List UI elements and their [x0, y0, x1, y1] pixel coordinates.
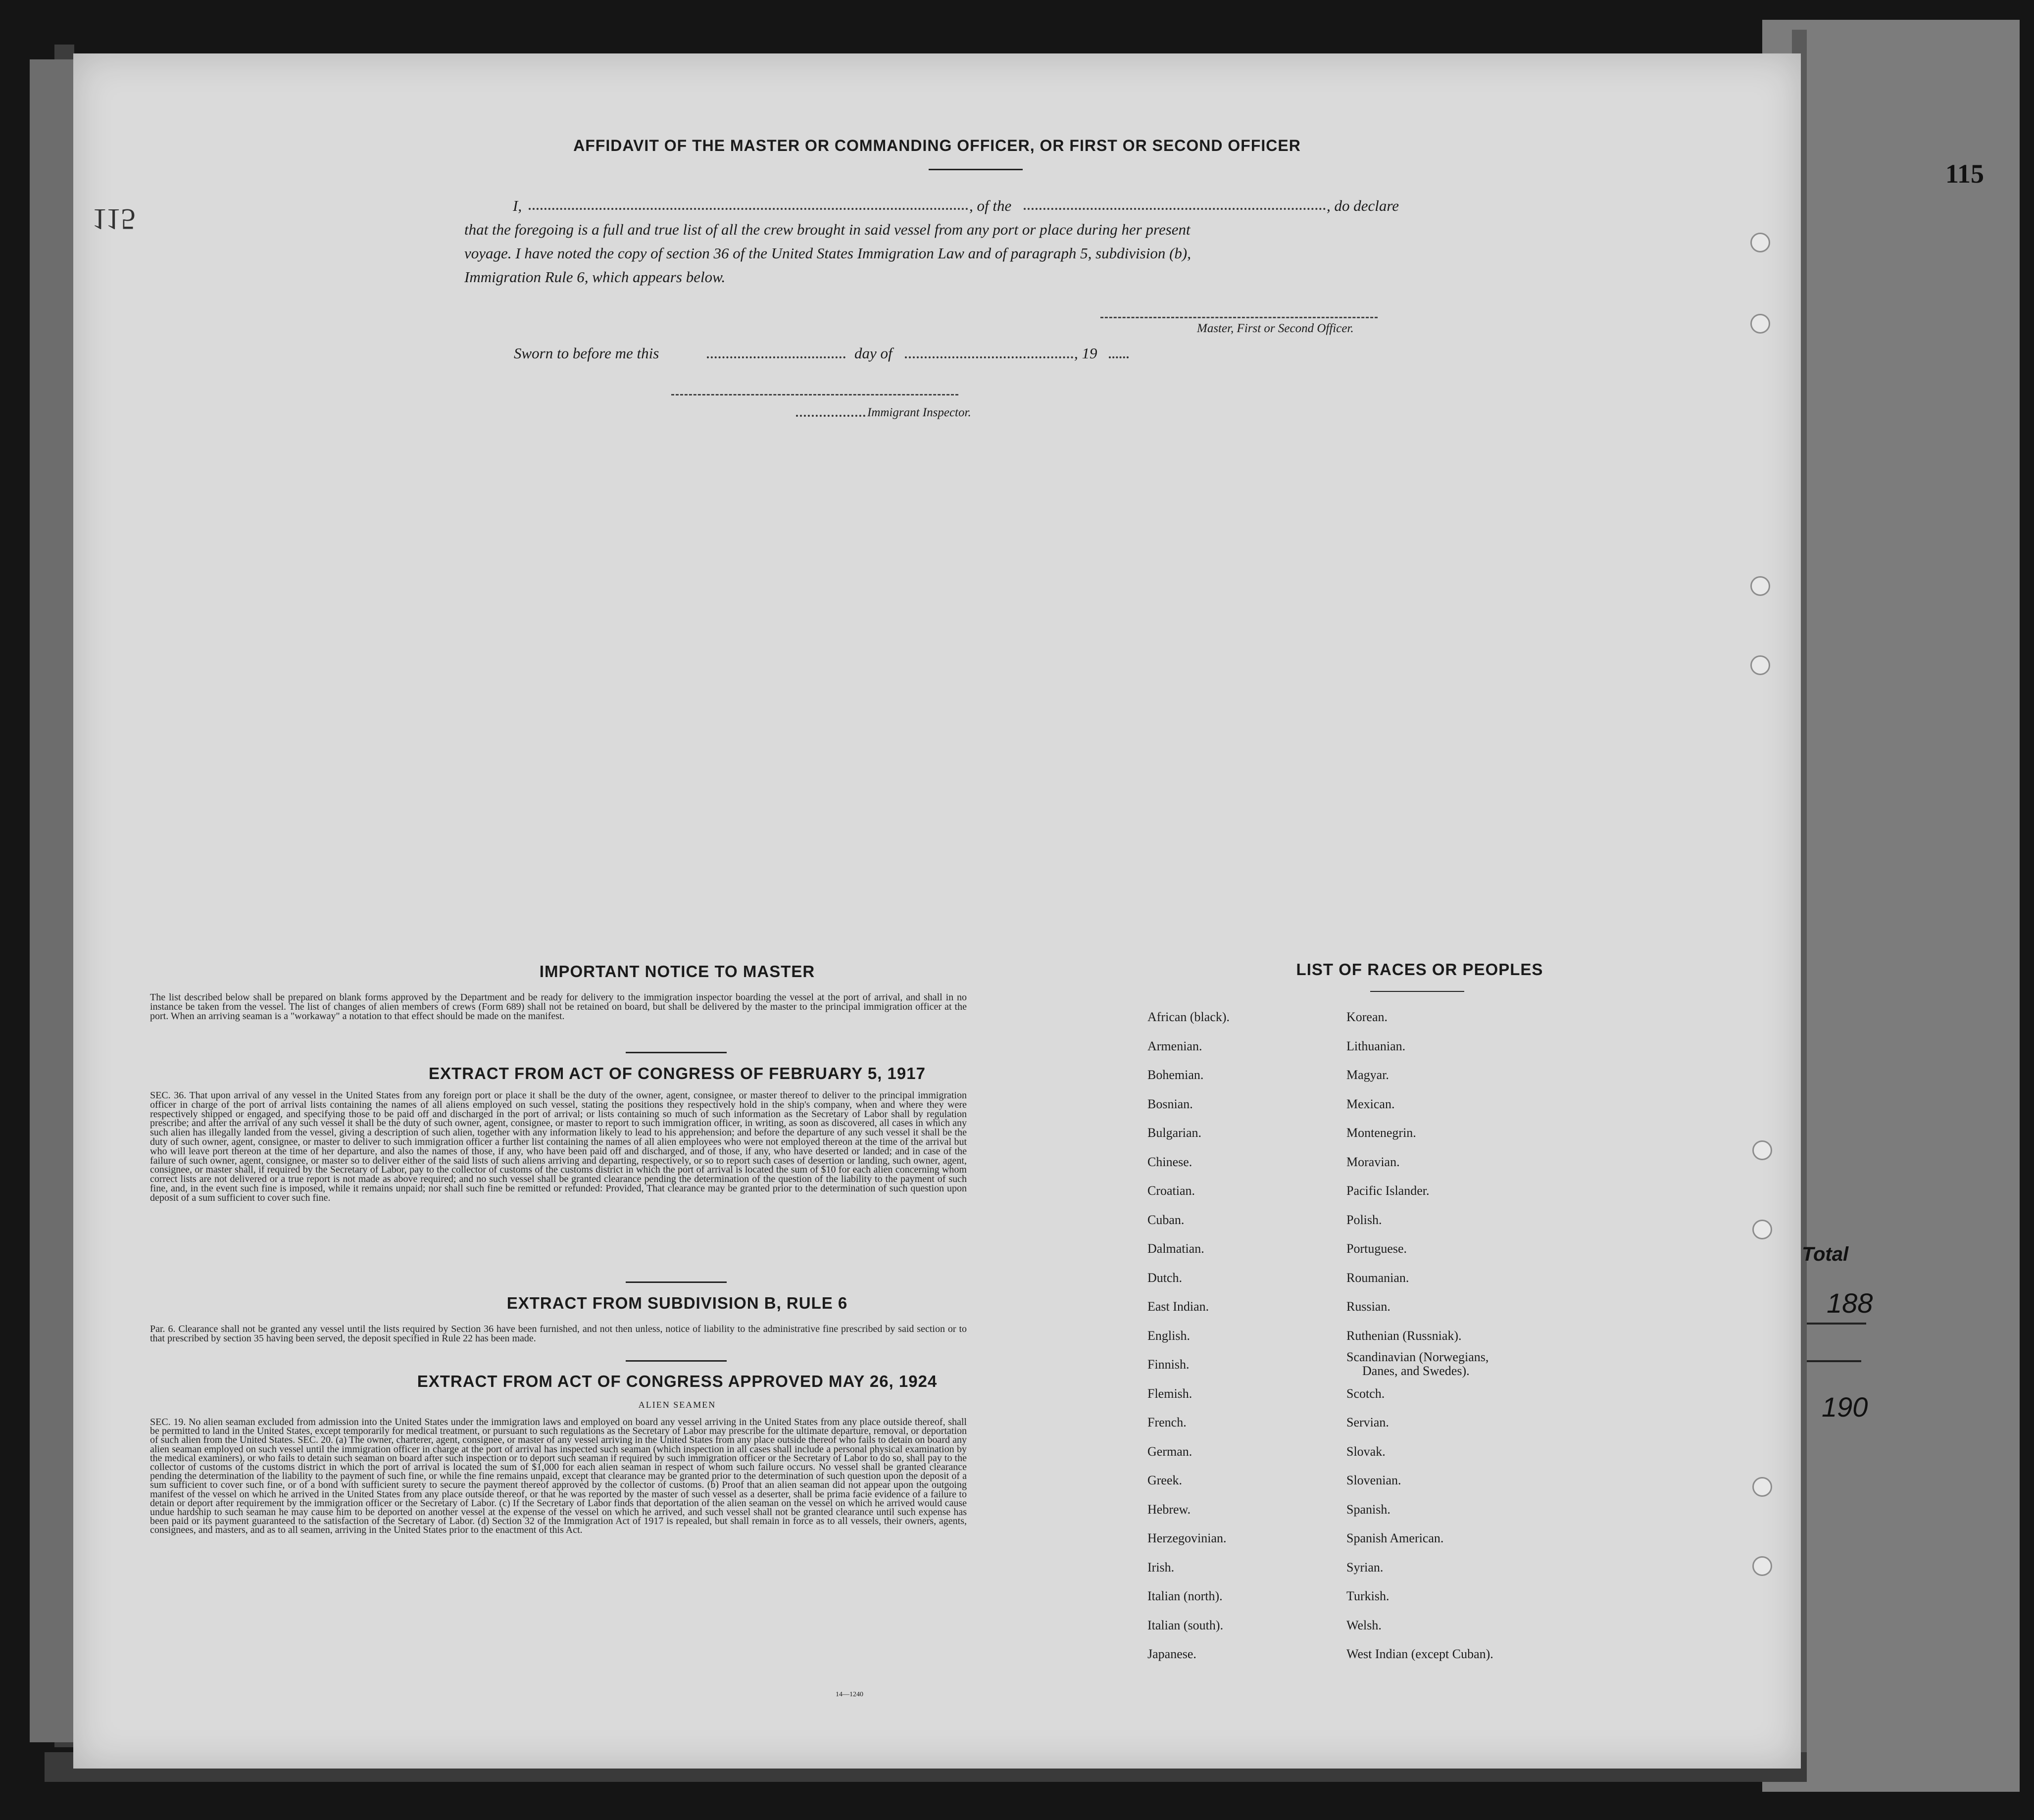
affidavit-line2: that the foregoing is a full and true list of all the crew brought in said vessel from any port or place during her present: [464, 221, 1191, 238]
punch-hole: [1752, 1556, 1772, 1576]
races-right-column: [1346, 1003, 1493, 1669]
race-item: Mexican.: [1346, 1096, 1395, 1111]
race-item: Korean.: [1346, 1010, 1388, 1024]
race-item: Scotch.: [1346, 1386, 1385, 1401]
race-item: Ruthenian (Russniak).: [1346, 1328, 1462, 1343]
race-item: Dutch.: [1147, 1270, 1183, 1285]
race-item: Pacific Islander.: [1346, 1183, 1430, 1198]
race-item: Spanish.: [1346, 1502, 1390, 1517]
race-item: Chinese.: [1147, 1154, 1192, 1169]
race-item: Greek.: [1147, 1473, 1183, 1487]
sworn-month-field[interactable]: [905, 356, 1073, 358]
inspector-signature-line[interactable]: [671, 394, 958, 395]
total-label: Total: [1802, 1243, 1849, 1265]
punch-hole: [1752, 1477, 1772, 1497]
total-value-1: 188: [1827, 1287, 1873, 1319]
race-item: Armenian.: [1147, 1038, 1202, 1053]
race-item: Lithuanian.: [1346, 1038, 1406, 1053]
race-item: Dalmatian.: [1147, 1241, 1204, 1256]
race-item: French.: [1147, 1415, 1187, 1429]
race-item: Moravian.: [1346, 1154, 1400, 1169]
race-item: Flemish.: [1147, 1386, 1192, 1401]
punch-hole: [1752, 1140, 1772, 1160]
race-item-line: Scandinavian (Norwegians,: [1346, 1350, 1489, 1364]
race-item: Croatian.: [1147, 1183, 1195, 1198]
affidavit-name-field[interactable]: [529, 208, 968, 210]
page-number: 115: [1945, 159, 1984, 189]
race-item: Polish.: [1346, 1212, 1382, 1227]
race-item: Italian (north).: [1147, 1589, 1223, 1603]
affidavit-title: AFFIDAVIT OF THE MASTER OR COMMANDING OFFICER, OR FIRST OR SECOND OFFICER: [573, 137, 1301, 154]
signature-label: Master, First or Second Officer.: [1197, 322, 1354, 335]
total-value-2: 190: [1822, 1391, 1868, 1423]
race-item: Turkish.: [1346, 1589, 1389, 1603]
race-item: Italian (south).: [1147, 1618, 1224, 1632]
race-item: Bulgarian.: [1147, 1126, 1202, 1140]
punch-hole: [1750, 655, 1770, 675]
subdivision-text: Par. 6. Clearance shall not be granted any vessel until the lists required by Section 36 have been furnished, and not then unless, notice of liability to the administrative fine prescribed by said section or to that prescribed by section 35 having been served, the deposit specified in Rule 22 has been made.: [150, 1324, 967, 1344]
race-item: Cuban.: [1147, 1212, 1185, 1227]
extract-1917-text: SEC. 36. That upon arrival of any vessel in the United States from any foreign port or place it shall be the duty of the owner, agent, consignee, or master thereof to deliver to the principal immigration officer in charge of the port of arrival lists containing the names of all aliens employed on such vessel, stating the positions they respectively hold in the ship's company, when and where they were respectively shipped or engaged, and specifying those to be paid off and discharged in the port of arrival; or lists containing so much of such information as the Secretary of Labor shall by regulation prescribe; and after the arrival of any such vessel it shall be the duty of such owner, agent, consignee, or master to report to such immigration officer, in writing, as soon as discovered, all cases in which any such alien has illegally landed from the vessel, giving a description of such alien, together with any information likely to lead to his apprehension; and before the departure of any such vessel it shall be the duty of such owner, agent, consignee, or master to deliver to such immigration officer a further list containing the names of all alien employees who were not employed thereon at the time of the arrival but who will leave port thereon at the time of her departure, and also the names of those, if any, who have been paid off and discharged, and of those, if any, who have deserted or landed; and in case of the failure of such owner, agent, consignee, or master so to deliver either of the said lists of such aliens arriving and departing, respectively, or so to report such cases of desertion or landing, such owner, agent, consignee, or master shall, if required by the Secretary of Labor, pay to the collector of customs of the customs district in which the port of arrival is located the sum of $10 for each alien concerning whom correct lists are not delivered or a true report is not made as above required; and no such vessel shall be granted clearance pending the determination of the question of the liability to the payment of such fine, and, in the event such fine is imposed, while it remains unpaid; nor shall such fine be remitted or refunded: Provided, That clearance may be granted prior to the determination of such question upon deposit of a sum sufficient to cover such fine.: [150, 1090, 967, 1203]
race-item: African (black).: [1147, 1010, 1230, 1024]
sworn-c: , 19: [1074, 344, 1097, 362]
race-item: Magyar.: [1346, 1068, 1389, 1082]
extract-1924-title: EXTRACT FROM ACT OF CONGRESS APPROVED MAY 26, 1924: [417, 1372, 938, 1390]
race-item: Slovenian.: [1346, 1473, 1401, 1487]
races-title-rule: [1370, 991, 1464, 992]
notice-rule: [626, 1052, 727, 1053]
race-item: Irish.: [1147, 1560, 1175, 1574]
punch-hole: [1750, 576, 1770, 596]
race-item: German.: [1147, 1444, 1192, 1459]
race-item: Hebrew.: [1147, 1502, 1191, 1517]
sworn-b: day of: [854, 344, 893, 362]
race-item: Welsh.: [1346, 1618, 1382, 1632]
form-number: 14—1240: [836, 1691, 863, 1698]
race-item: Montenegrin.: [1346, 1126, 1416, 1140]
subdivision-title: EXTRACT FROM SUBDIVISION B, RULE 6: [506, 1294, 848, 1312]
sworn-year-field[interactable]: [1109, 356, 1129, 358]
race-item: Roumanian.: [1346, 1270, 1409, 1285]
inspector-field[interactable]: [796, 415, 865, 417]
punch-hole: [1752, 1220, 1772, 1239]
handwritten-rule-2: [1807, 1360, 1861, 1362]
race-item: Syrian.: [1346, 1560, 1384, 1574]
race-item: Spanish American.: [1346, 1531, 1444, 1545]
affidavit-vessel-field[interactable]: [1024, 208, 1326, 210]
affidavit-line1-b: , of the: [969, 197, 1012, 214]
race-item: English.: [1147, 1328, 1190, 1343]
document-page: [73, 53, 1801, 1769]
inspector-label: Immigrant Inspector.: [867, 406, 971, 419]
race-item: Russian.: [1346, 1299, 1390, 1314]
race-item: Bosnian.: [1147, 1096, 1193, 1111]
punch-hole: [1750, 233, 1770, 252]
race-item: Portuguese.: [1346, 1241, 1407, 1256]
races-left-column: [1147, 1003, 1230, 1669]
mirrored-page-mark: 115: [92, 203, 136, 236]
handwritten-rule-1: [1807, 1323, 1866, 1325]
punch-hole: [1750, 314, 1770, 334]
race-item: Herzegovinian.: [1147, 1531, 1227, 1545]
sworn-a: Sworn to before me this: [514, 344, 659, 362]
notice-text: The list described below shall be prepared on blank forms approved by the Department and be ready for delivery to the immigration inspector boarding the vessel at the port of arrival, and shall in no instance be taken from the vessel. The list of changes of alien members of crews (Form 689) shall not be retained on board, but shall be delivered by the master to the principal immigration officer at the port. When an arriving seaman is a "workaway" a notation to that effect should be made on the manifest.: [150, 992, 967, 1022]
extract-1917-title: EXTRACT FROM ACT OF CONGRESS OF FEBRUARY 5, 1917: [429, 1064, 926, 1082]
affidavit-line3: voyage. I have noted the copy of section 36 of the United States Immigration Law and of paragraph 5, subdivision (b),: [464, 245, 1191, 262]
subdivision-rule: [626, 1360, 727, 1362]
extract-1924-text: SEC. 19. No alien seaman excluded from admission into the United States under the immigration laws and employed on board any vessel arriving in the United States from any place outside thereof, shall be permitted to land in the United States, except temporarily for medical treatment, or pursuant to such regulations as the Secretary of Labor may prescribe for the ultimate departure, removal, or deportation of such alien from the United States. SEC. 20. (a) The owner, charterer, agent, consignee, or master of any vessel arriving in the United States from any place outside thereof who fails to detain on board any alien seaman employed on such vessel until the immigration officer in charge at the port of arrival has inspected such seaman (which inspection in all cases shall include a personal physical examination by the medical examiners), or who fails to detain such seaman on board after such inspection or to deport such seaman if required by such immigration officer or the Secretary of Labor to do so, shall pay to the collector of customs of the customs district in which the port of arrival is located the sum of $1,000 for each alien seaman in respect of whom such failure occurs. No vessel shall be granted clearance pending the determination of the liability to the payment of such fine, or while the fine remains unpaid, except that clearance may be granted prior to the determination of such question upon the deposit of a sum sufficient to cover such fine, or of a bond with sufficient surety to secure the payment thereof approved by the collector of customs. (b) Proof that an alien seaman did not appear upon the outgoing manifest of the vessel on which he arrived in the United States from any place outside thereof, or that he was reported by the master of such vessel as a deserter, shall be prima facie evidence of a failure to detain or deport after requirement by the immigration officer or the Secretary of Labor. (c) If the Secretary of Labor finds that deportation of the alien seaman on the vessel on which he arrived would cause undue hardship to such seaman he may cause him to be deported on another vessel at the expense of the vessel on which he arrived, and such vessel shall not be granted clearance until such expense has been paid or its payment guaranteed to the satisfaction of the Secretary of Labor. (d) Section 32 of the Immigration Act of 1917 is repealed, but shall remain in force as to all vessels, their owners, agents, consignees, and masters, and as to all seamen, arriving in the United States prior to the enactment of this Act.: [150, 1417, 967, 1536]
race-item: East Indian.: [1147, 1299, 1209, 1314]
race-item: Bohemian.: [1147, 1068, 1204, 1082]
race-item-line-cont: Danes, and Swedes).: [1362, 1364, 1470, 1378]
affidavit-line1-c: , do declare: [1327, 197, 1399, 214]
race-item: Japanese.: [1147, 1647, 1196, 1661]
extract-1924-subtitle: ALIEN SEAMEN: [638, 1400, 716, 1410]
affidavit-title-rule: [929, 169, 1023, 170]
race-item: Slovak.: [1346, 1444, 1386, 1459]
races-title: LIST OF RACES OR PEOPLES: [1296, 960, 1543, 979]
affidavit-line1-a: I,: [513, 197, 522, 214]
binding-edge-shadow: [30, 59, 74, 1742]
signature-line[interactable]: [1100, 317, 1378, 318]
sworn-day-field[interactable]: [707, 356, 845, 358]
race-item: Servian.: [1346, 1415, 1389, 1429]
race-item: West Indian (except Cuban).: [1346, 1647, 1493, 1661]
extract-1917-rule: [626, 1281, 727, 1283]
notice-title: IMPORTANT NOTICE TO MASTER: [539, 962, 815, 981]
affidavit-line4: Immigration Rule 6, which appears below.: [464, 268, 726, 286]
race-item: [1346, 1350, 1493, 1379]
race-item: Finnish.: [1147, 1357, 1190, 1372]
